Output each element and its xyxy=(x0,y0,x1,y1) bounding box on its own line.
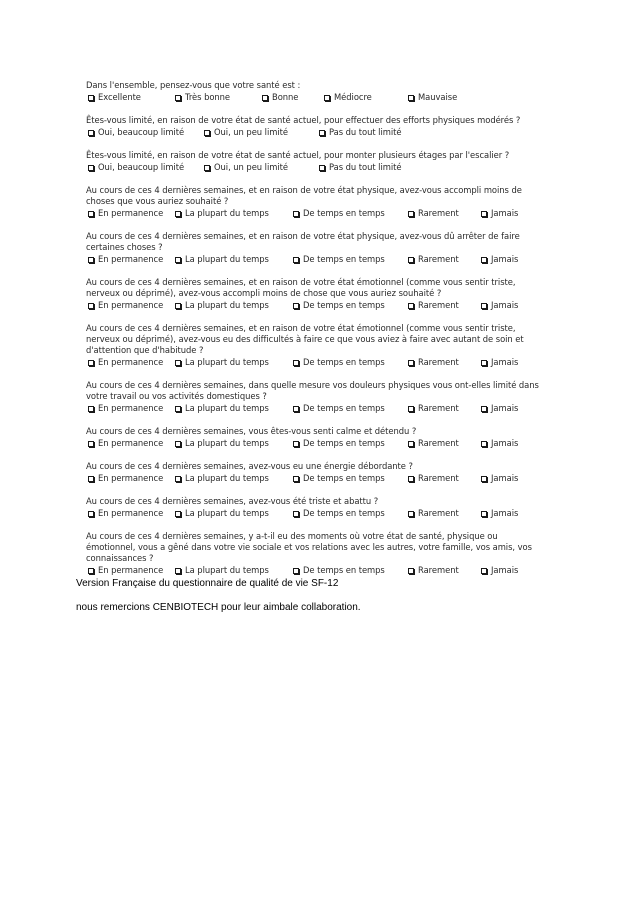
option-de-temps-en-temps[interactable]: De temps en temps xyxy=(293,438,385,449)
checkbox-icon xyxy=(481,360,487,366)
checkbox-icon xyxy=(175,303,181,309)
option-beaucoup-limite[interactable]: Oui, beaucoup limité xyxy=(88,162,184,173)
option-row xyxy=(86,162,546,173)
option-rarement[interactable]: Rarement xyxy=(408,473,459,484)
option-jamais[interactable]: Jamais xyxy=(481,473,518,484)
question-text: Au cours de ces 4 dernières semaines, vous êtes-vous senti calme et détendu ? xyxy=(86,426,417,436)
checkbox-icon xyxy=(175,95,181,101)
checkbox-icon xyxy=(88,303,94,309)
question-text: Au cours de ces 4 dernières semaines, et en raison de votre état émotionnel (comme vous sentir triste, nerveux ou déprimé), avez-vous accompli moins de chose que vous auriez souhaité ? xyxy=(86,277,516,298)
checkbox-icon xyxy=(293,406,299,412)
option-mauvaise[interactable]: Mauvaise xyxy=(408,92,457,103)
question-energie xyxy=(86,461,546,484)
option-row xyxy=(86,438,546,449)
question-text: Au cours de ces 4 dernières semaines, dans quelle mesure vos douleurs physiques vous ont-elles limité dans votre travail ou vos activités domestiques ? xyxy=(86,380,539,401)
option-rarement[interactable]: Rarement xyxy=(408,254,459,265)
question-triste xyxy=(86,496,546,519)
checkbox-icon xyxy=(204,130,210,136)
question-text: Au cours de ces 4 dernières semaines, et en raison de votre état physique, avez-vous dû arrêter de faire certaines choses ? xyxy=(86,231,520,252)
question-text: Au cours de ces 4 dernières semaines, y a-t-il eu des moments où votre état de santé, physique ou émotionnel, vous a gêné dans votre vie sociale et vos relations avec les autres, votre famille, vos amis, vos connaissances ? xyxy=(86,531,532,563)
option-row xyxy=(86,208,546,219)
checkbox-icon xyxy=(408,211,414,217)
checkbox-icon xyxy=(408,511,414,517)
option-de-temps-en-temps[interactable]: De temps en temps xyxy=(293,254,385,265)
question-health xyxy=(86,80,546,103)
checkbox-icon xyxy=(293,476,299,482)
option-row xyxy=(86,92,546,103)
option-en-permanence[interactable]: En permanence xyxy=(88,300,163,311)
checkbox-icon xyxy=(408,568,414,574)
option-de-temps-en-temps[interactable]: De temps en temps xyxy=(293,565,385,576)
checkbox-icon xyxy=(408,360,414,366)
option-de-temps-en-temps[interactable]: De temps en temps xyxy=(293,208,385,219)
checkbox-icon xyxy=(175,257,181,263)
option-de-temps-en-temps[interactable]: De temps en temps xyxy=(293,300,385,311)
checkbox-icon xyxy=(293,257,299,263)
checkbox-icon xyxy=(408,476,414,482)
option-jamais[interactable]: Jamais xyxy=(481,438,518,449)
caption-title: Version Française du questionnaire de qualité de vie SF-12 xyxy=(76,578,339,589)
checkbox-icon xyxy=(481,476,487,482)
checkbox-icon xyxy=(175,360,181,366)
option-rarement[interactable]: Rarement xyxy=(408,403,459,414)
checkbox-icon xyxy=(175,568,181,574)
question-efforts xyxy=(86,115,546,138)
option-rarement[interactable]: Rarement xyxy=(408,208,459,219)
caption-thanks: nous remercions CENBIOTECH pour leur aimbale collaboration. xyxy=(76,602,361,613)
checkbox-icon xyxy=(293,511,299,517)
checkbox-icon xyxy=(175,476,181,482)
checkbox-icon xyxy=(175,406,181,412)
checkbox-icon xyxy=(88,211,94,217)
option-peu-limite[interactable]: Oui, un peu limité xyxy=(204,127,288,138)
option-row xyxy=(86,300,546,311)
option-row xyxy=(86,357,546,368)
option-row xyxy=(86,127,546,138)
question-emotion-soin xyxy=(86,323,546,368)
checkbox-icon xyxy=(293,211,299,217)
question-text: Êtes-vous limité, en raison de votre état de santé actuel, pour effectuer des efforts physiques modérés ? xyxy=(86,115,521,125)
option-peu-limite[interactable]: Oui, un peu limité xyxy=(204,162,288,173)
question-text: Au cours de ces 4 dernières semaines, et en raison de votre état physique, avez-vous accompli moins de choses que vous auriez souhaité ? xyxy=(86,185,522,206)
checkbox-icon xyxy=(175,441,181,447)
question-text: Au cours de ces 4 dernières semaines, avez-vous eu une énergie débordante ? xyxy=(86,461,413,471)
option-beaucoup-limite[interactable]: Oui, beaucoup limité xyxy=(88,127,184,138)
checkbox-icon xyxy=(88,95,94,101)
option-jamais[interactable]: Jamais xyxy=(481,565,518,576)
checkbox-icon xyxy=(324,95,330,101)
option-row xyxy=(86,403,546,414)
questionnaire-scan xyxy=(86,80,546,588)
option-en-permanence[interactable]: En permanence xyxy=(88,508,163,519)
checkbox-icon xyxy=(481,303,487,309)
option-jamais[interactable]: Jamais xyxy=(481,403,518,414)
option-plupart-du-temps[interactable]: La plupart du temps xyxy=(175,254,269,265)
checkbox-icon xyxy=(88,441,94,447)
option-plupart-du-temps[interactable]: La plupart du temps xyxy=(175,565,269,576)
checkbox-icon xyxy=(319,130,325,136)
question-emotion-moins xyxy=(86,277,546,311)
question-social xyxy=(86,531,546,576)
question-text: Au cours de ces 4 dernières semaines, avez-vous été triste et abattu ? xyxy=(86,496,379,506)
option-plupart-du-temps[interactable]: La plupart du temps xyxy=(175,473,269,484)
option-jamais[interactable]: Jamais xyxy=(481,300,518,311)
option-rarement[interactable]: Rarement xyxy=(408,300,459,311)
option-row xyxy=(86,473,546,484)
option-de-temps-en-temps[interactable]: De temps en temps xyxy=(293,508,385,519)
checkbox-icon xyxy=(408,441,414,447)
checkbox-icon xyxy=(88,130,94,136)
checkbox-icon xyxy=(408,303,414,309)
option-rarement[interactable]: Rarement xyxy=(408,565,459,576)
checkbox-icon xyxy=(88,406,94,412)
checkbox-icon xyxy=(175,211,181,217)
option-bonne[interactable]: Bonne xyxy=(262,92,298,103)
question-physique-moins xyxy=(86,185,546,219)
option-en-permanence[interactable]: En permanence xyxy=(88,473,163,484)
checkbox-icon xyxy=(293,303,299,309)
option-de-temps-en-temps[interactable]: De temps en temps xyxy=(293,403,385,414)
option-pas-limite[interactable]: Pas du tout limité xyxy=(319,162,401,173)
option-plupart-du-temps[interactable]: La plupart du temps xyxy=(175,438,269,449)
option-row xyxy=(86,508,546,519)
option-en-permanence[interactable]: En permanence xyxy=(88,565,163,576)
option-row xyxy=(86,565,546,576)
option-en-permanence[interactable]: En permanence xyxy=(88,438,163,449)
checkbox-icon xyxy=(262,95,268,101)
question-calme xyxy=(86,426,546,449)
checkbox-icon xyxy=(481,441,487,447)
checkbox-icon xyxy=(481,406,487,412)
checkbox-icon xyxy=(293,441,299,447)
checkbox-icon xyxy=(88,165,94,171)
option-en-permanence[interactable]: En permanence xyxy=(88,357,163,368)
option-en-permanence[interactable]: En permanence xyxy=(88,254,163,265)
checkbox-icon xyxy=(319,165,325,171)
option-plupart-du-temps[interactable]: La plupart du temps xyxy=(175,208,269,219)
option-plupart-du-temps[interactable]: La plupart du temps xyxy=(175,508,269,519)
checkbox-icon xyxy=(88,257,94,263)
question-douleurs xyxy=(86,380,546,414)
option-jamais[interactable]: Jamais xyxy=(481,357,518,368)
checkbox-icon xyxy=(481,568,487,574)
checkbox-icon xyxy=(204,165,210,171)
question-text: Au cours de ces 4 dernières semaines, et en raison de votre état émotionnel (comme vous sentir triste, nerveux ou déprimé), avez-vous eu des difficultés à faire ce que vous aviez à faire avec autant de soin et d'attention que d'habitude ? xyxy=(86,323,524,355)
checkbox-icon xyxy=(293,360,299,366)
question-escalier xyxy=(86,150,546,173)
option-mediocre[interactable]: Médiocre xyxy=(324,92,372,103)
option-jamais[interactable]: Jamais xyxy=(481,508,518,519)
option-rarement[interactable]: Rarement xyxy=(408,438,459,449)
option-plupart-du-temps[interactable]: La plupart du temps xyxy=(175,357,269,368)
option-en-permanence[interactable]: En permanence xyxy=(88,403,163,414)
option-en-permanence[interactable]: En permanence xyxy=(88,208,163,219)
checkbox-icon xyxy=(481,511,487,517)
question-physique-arreter xyxy=(86,231,546,265)
checkbox-icon xyxy=(293,568,299,574)
option-tres-bonne[interactable]: Très bonne xyxy=(175,92,230,103)
option-plupart-du-temps[interactable]: La plupart du temps xyxy=(175,403,269,414)
option-jamais[interactable]: Jamais xyxy=(481,254,518,265)
option-rarement[interactable]: Rarement xyxy=(408,508,459,519)
checkbox-icon xyxy=(408,406,414,412)
option-rarement[interactable]: Rarement xyxy=(408,357,459,368)
checkbox-icon xyxy=(88,568,94,574)
option-plupart-du-temps[interactable]: La plupart du temps xyxy=(175,300,269,311)
checkbox-icon xyxy=(408,95,414,101)
checkbox-icon xyxy=(88,511,94,517)
option-de-temps-en-temps[interactable]: De temps en temps xyxy=(293,357,385,368)
checkbox-icon xyxy=(88,360,94,366)
option-row xyxy=(86,254,546,265)
checkbox-icon xyxy=(481,211,487,217)
question-text: Êtes-vous limité, en raison de votre état de santé actuel, pour monter plusieurs étages par l'escalier ? xyxy=(86,150,510,160)
checkbox-icon xyxy=(481,257,487,263)
checkbox-icon xyxy=(88,476,94,482)
option-de-temps-en-temps[interactable]: De temps en temps xyxy=(293,473,385,484)
option-jamais[interactable]: Jamais xyxy=(481,208,518,219)
option-pas-limite[interactable]: Pas du tout limité xyxy=(319,127,401,138)
question-text: Dans l'ensemble, pensez-vous que votre santé est : xyxy=(86,80,301,90)
option-excellente[interactable]: Excellente xyxy=(88,92,141,103)
checkbox-icon xyxy=(175,511,181,517)
checkbox-icon xyxy=(408,257,414,263)
